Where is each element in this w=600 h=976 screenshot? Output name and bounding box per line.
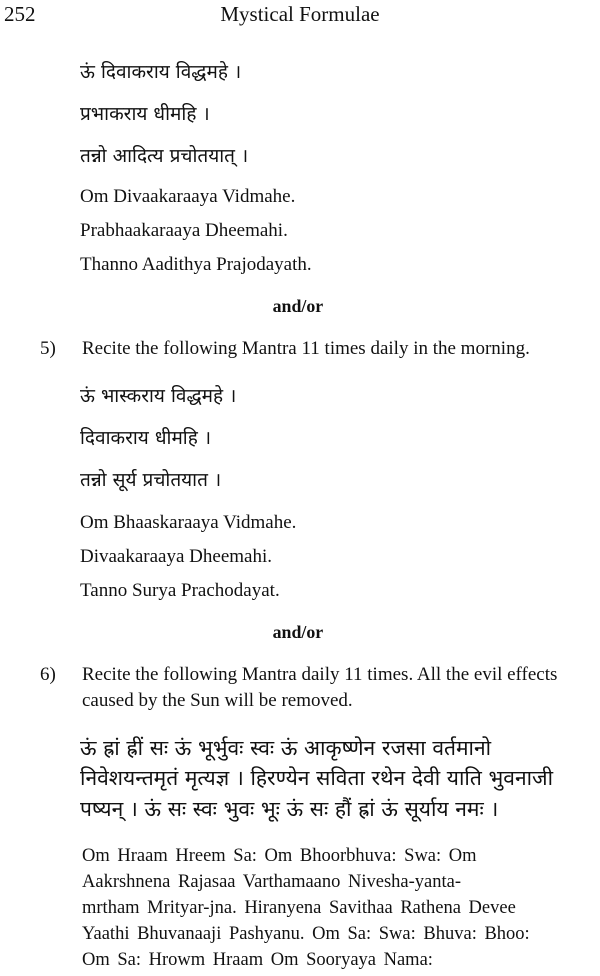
mantra-a-devanagari-line-1: ऊं दिवाकराय विद्धमहे । (80, 61, 242, 83)
separator-and-or-2: and/or (272, 622, 324, 642)
mantra-a-devanagari-line-2: प्रभाकराय धीमहि । (80, 103, 210, 125)
item-6-transliteration-line-1: Om Hraam Hreem Sa: Om Bhoorbhuva: Swa: Om (82, 846, 477, 866)
mantra-a-transliteration-line-2: Prabhaakaraaya Dheemahi. (80, 220, 288, 241)
separator-and-or-1: and/or (272, 296, 324, 316)
mantra-a-transliteration-line-1: Om Divaakaraaya Vidmahe. (80, 186, 296, 207)
item-5-instruction: Recite the following Mantra 11 times daily in the morning. (82, 338, 530, 359)
item-6-transliteration-line-3: mrtham Mrityar-jna. Hiranyena Savithaa Rathena Devee (82, 898, 516, 918)
item-6-transliteration-line-4: Yaathi Bhuvanaaji Pashyanu. Om Sa: Swa: Bhuva: Bhoo: (82, 924, 530, 944)
item-5-devanagari-line-1: ऊं भास्कराय विद्धमहे । (80, 385, 237, 407)
page-number: 252 (4, 2, 36, 26)
mantra-a-devanagari-line-3: तन्नो आदित्य प्रचोतयात् । (80, 145, 249, 167)
item-5-transliteration-line-2: Divaakaraaya Dheemahi. (80, 546, 273, 567)
mantra-a-transliteration-line-3: Thanno Aadithya Prajodayath. (80, 254, 312, 275)
page-header (0, 0, 600, 30)
running-title: Mystical Formulae (220, 2, 380, 26)
item-6-devanagari-line-1: ऊं ह्रां ह्रीं सः ऊं भूर्भुवः स्वः ऊं आकृष्णेन रजसा वर्तमानो (80, 736, 492, 760)
item-6-transliteration-line-5: Om Sa: Hrowm Hraam Om Sooryaya Nama: (82, 950, 433, 970)
item-6-instruction-line-1: Recite the following Mantra daily 11 times. All the evil effects (82, 664, 558, 685)
item-6-devanagari-line-3: पष्यन् । ऊं सः स्वः भुवः भूः ऊं सः हौं ह्रां ऊं सूर्याय नमः । (80, 797, 499, 821)
item-5-transliteration-line-3: Tanno Surya Prachodayat. (80, 580, 280, 601)
item-5-devanagari-line-2: दिवाकराय धीमहि । (80, 427, 212, 449)
item-6-number: 6) (40, 664, 56, 685)
item-6-devanagari-line-2: निवेशयन्तमृतं मृत्यज्ञ । हिरण्येन सविता रथेन देवी याति भुवनाजी (80, 766, 554, 790)
item-5-devanagari-line-3: तन्नो सूर्य प्रचोतयात । (80, 469, 222, 491)
item-5-transliteration-line-1: Om Bhaaskaraaya Vidmahe. (80, 512, 297, 533)
item-6-transliteration-line-2: Aakrshnena Rajasaa Varthamaano Nivesha-yanta- (82, 872, 462, 892)
item-5-number: 5) (40, 338, 56, 359)
item-6-instruction-line-2: caused by the Sun will be removed. (82, 690, 353, 711)
